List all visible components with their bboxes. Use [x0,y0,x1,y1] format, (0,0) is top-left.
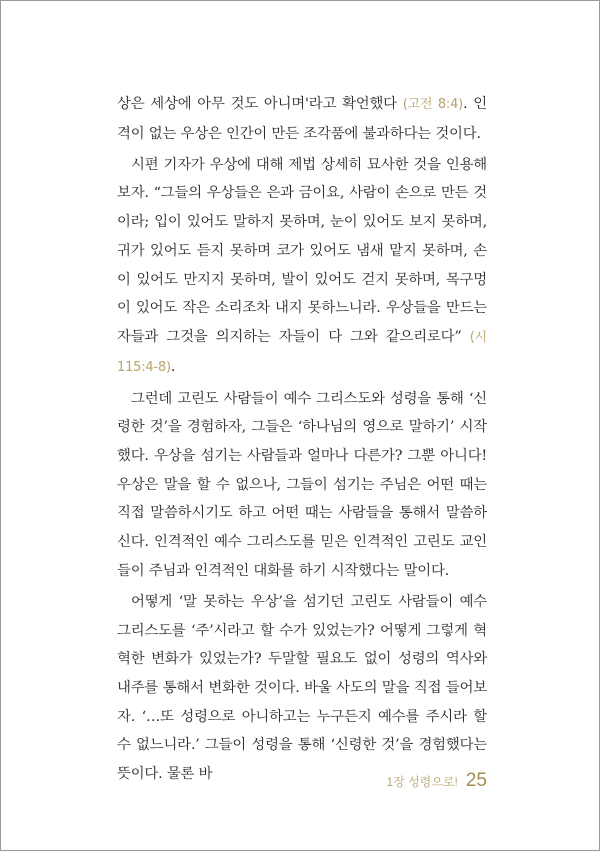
paragraph-text: 시편 기자가 우상에 대해 제법 상세히 묘사한 것을 인용해보자. “그들의 우상들은 은과 금이요, 사람이 손으로 만든 것이라; 입이 있어도 말하지 못하며, 눈이 있어도 보지 못하며, 귀가 있어도 듣지 못하며 코가 있어도 냄새 맡지 못하며, 손이 있어도 만지지 못하며, 발이 있어도 걷지 못하며, 목구멍이 있어도 작은 소리조차 내지 못하느니라. 우상들을 만드는 자들과 그것을 의지하는 자들이 다 그와 같으리로다” [117,156,487,345]
chapter-title: 1장 성령으로! [386,775,458,789]
scripture-reference: (시 115:4-8) [117,329,487,375]
paragraph-text: . [170,358,176,375]
paragraph [117,385,487,586]
paragraph-text: 그런데 고린도 사람들이 예수 그리스도와 성령을 통해 ‘신령한 것’을 경험하자, 그들은 ‘하나님의 영으로 말하기’ 시작했다. 우상을 섬기는 사람들과 얼마나 다른가? 그뿐 아니다! 우상은 말을 할 수 없으나, 그들이 섬기는 주님은 어떤 때는 직접 말씀하시기도 하고 어떤 때는 사람들을 통해서 말씀하신다. 인격적인 예수 그리스도를 믿은 인격적인 고린도 교인들이 주님과 인격적인 대화를 하기 시작했다는 말이다. [117,390,487,579]
paragraph-text: 상은 세상에 아무 것도 아니며'라고 확언했다 [117,96,403,112]
page-number: 25 [465,770,487,791]
paragraph [117,90,487,148]
paragraph [117,151,487,383]
body-text [117,90,487,791]
paragraph-text: 어떻게 ‘말 못하는 우상’을 섬기던 고린도 사람들이 예수 그리스도를 ‘주’시라고 할 수가 있었는가? 어떻게 그렇게 혁혁한 변화가 있었는가? 두말할 필요도 없이 성령의 역사와 내주를 통해서 변화한 것이다. 바울 사도의 말을 직접 들어보자. ‘…또 성령으로 아니하고는 누구든지 예수를 주시라 할 수 없느니라.’ 그들이 성령을 통해 ‘신령한 것’을 경험했다는 뜻이다. 물론 바 [117,593,487,783]
scripture-reference: (고전 8:4) [402,97,464,112]
paragraph [117,588,487,789]
paragraph-text: . 인격이 없는 우상은 인간이 만든 조각품에 불과하다는 것이다. [117,96,488,142]
page-footer [387,770,487,794]
